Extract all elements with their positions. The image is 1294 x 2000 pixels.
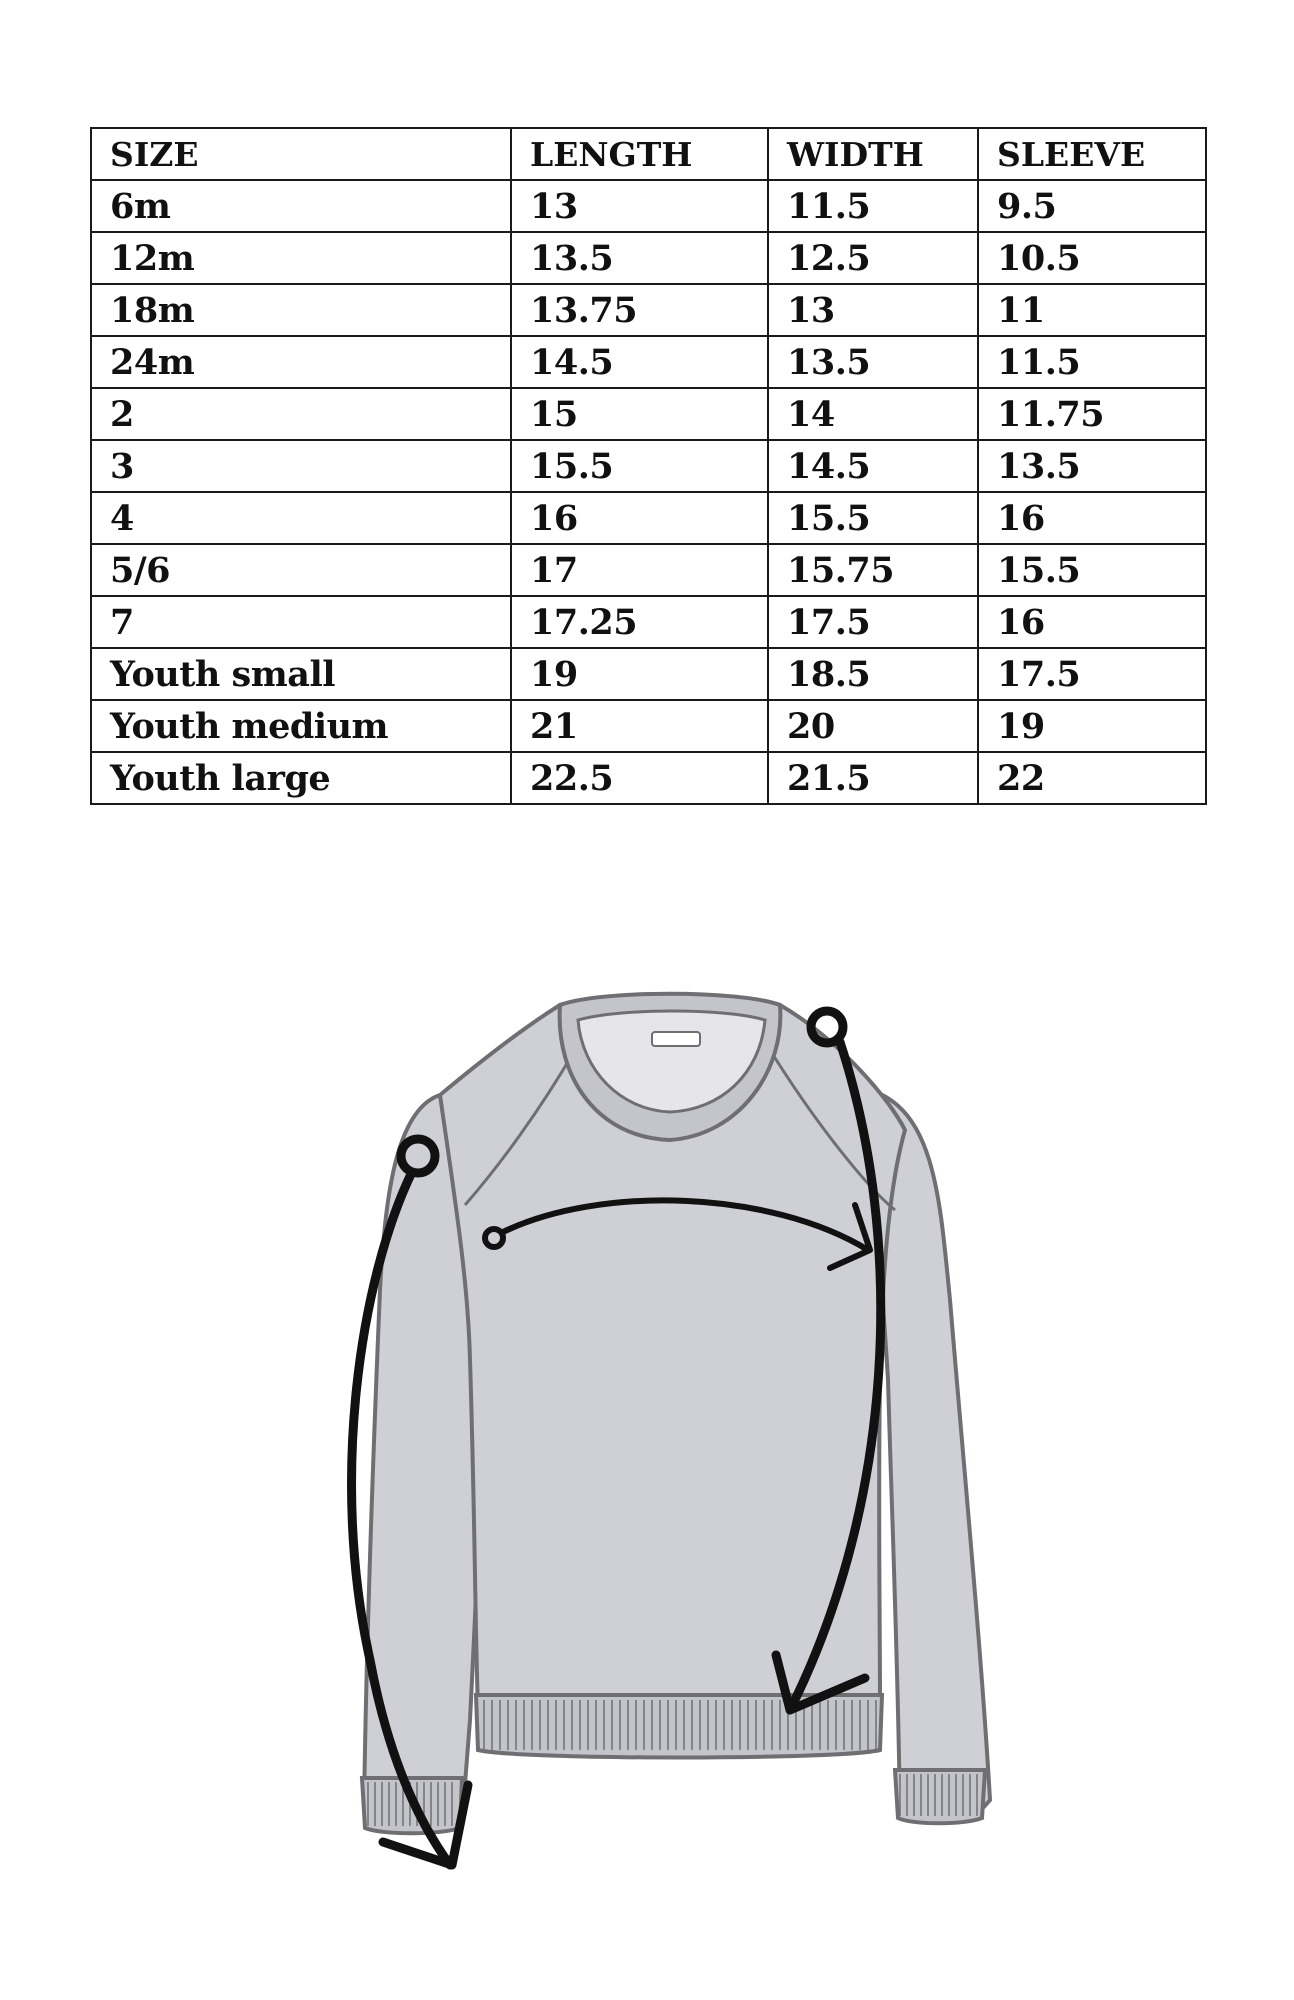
cell-length: 15.5 xyxy=(511,440,768,492)
cell-length: 19 xyxy=(511,648,768,700)
cell-sleeve: 13.5 xyxy=(978,440,1206,492)
cell-length: 17 xyxy=(511,544,768,596)
table-row xyxy=(91,440,1206,492)
cell-sleeve: 9.5 xyxy=(978,180,1206,232)
cell-size: 5/6 xyxy=(91,544,511,596)
cell-size: Youth small xyxy=(91,648,511,700)
table-row xyxy=(91,544,1206,596)
cell-sleeve: 16 xyxy=(978,596,1206,648)
cell-size: 12m xyxy=(91,232,511,284)
cell-length: 13.75 xyxy=(511,284,768,336)
cell-width: 21.5 xyxy=(768,752,978,804)
table-row xyxy=(91,596,1206,648)
cell-length: 17.25 xyxy=(511,596,768,648)
cell-width: 11.5 xyxy=(768,180,978,232)
header-width: WIDTH xyxy=(768,128,978,180)
size-chart-table xyxy=(90,127,1207,805)
cell-sleeve: 11.75 xyxy=(978,388,1206,440)
cell-sleeve: 22 xyxy=(978,752,1206,804)
cell-size: 7 xyxy=(91,596,511,648)
cell-sleeve: 11 xyxy=(978,284,1206,336)
cell-sleeve: 17.5 xyxy=(978,648,1206,700)
cell-size: 6m xyxy=(91,180,511,232)
cell-width: 13 xyxy=(768,284,978,336)
table-row xyxy=(91,700,1206,752)
cell-width: 14.5 xyxy=(768,440,978,492)
table-row xyxy=(91,492,1206,544)
cell-size: 24m xyxy=(91,336,511,388)
cell-length: 13.5 xyxy=(511,232,768,284)
header-sleeve: SLEEVE xyxy=(978,128,1206,180)
cell-sleeve: 11.5 xyxy=(978,336,1206,388)
cell-length: 15 xyxy=(511,388,768,440)
cell-length: 13 xyxy=(511,180,768,232)
hem-rib xyxy=(476,1695,882,1758)
cell-sleeve: 16 xyxy=(978,492,1206,544)
header-size: SIZE xyxy=(91,128,511,180)
cell-size: 2 xyxy=(91,388,511,440)
neck-label xyxy=(652,1032,700,1046)
cell-width: 14 xyxy=(768,388,978,440)
cell-width: 12.5 xyxy=(768,232,978,284)
table-row xyxy=(91,232,1206,284)
table-row xyxy=(91,336,1206,388)
cell-width: 15.75 xyxy=(768,544,978,596)
cell-sleeve: 19 xyxy=(978,700,1206,752)
cell-width: 20 xyxy=(768,700,978,752)
cell-size: Youth medium xyxy=(91,700,511,752)
cell-size: 4 xyxy=(91,492,511,544)
sweater-measurement-illustration xyxy=(0,960,1294,1960)
cell-sleeve: 10.5 xyxy=(978,232,1206,284)
table-row xyxy=(91,180,1206,232)
cell-width: 18.5 xyxy=(768,648,978,700)
cell-length: 21 xyxy=(511,700,768,752)
table-row xyxy=(91,388,1206,440)
cell-size: 18m xyxy=(91,284,511,336)
header-length: LENGTH xyxy=(511,128,768,180)
cell-length: 16 xyxy=(511,492,768,544)
cell-length: 22.5 xyxy=(511,752,768,804)
cell-width: 13.5 xyxy=(768,336,978,388)
cell-size: Youth large xyxy=(91,752,511,804)
table-row xyxy=(91,284,1206,336)
table-row xyxy=(91,752,1206,804)
cell-width: 17.5 xyxy=(768,596,978,648)
cell-length: 14.5 xyxy=(511,336,768,388)
right-cuff xyxy=(895,1770,985,1823)
cell-size: 3 xyxy=(91,440,511,492)
table-header-row xyxy=(91,128,1206,180)
cell-width: 15.5 xyxy=(768,492,978,544)
cell-sleeve: 15.5 xyxy=(978,544,1206,596)
table-row xyxy=(91,648,1206,700)
